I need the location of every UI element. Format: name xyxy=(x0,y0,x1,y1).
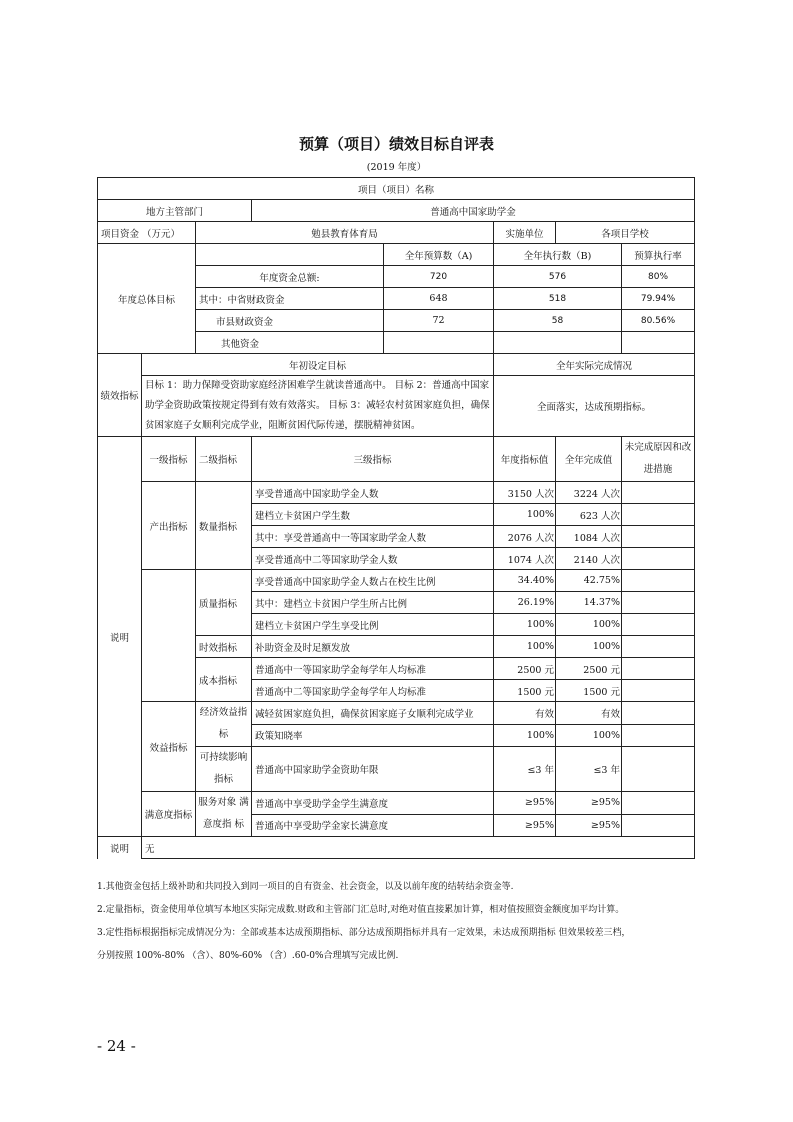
header-level2: 二级指标 xyxy=(196,437,252,482)
actual-header: 全年实际完成情况 xyxy=(494,354,695,376)
budget-a xyxy=(384,332,494,354)
header-actual: 全年完成值 xyxy=(556,437,622,482)
indicator-target: 100% xyxy=(494,504,556,526)
indicator-reason xyxy=(622,548,695,570)
table-row xyxy=(98,178,695,200)
budget-header: 全年执行数（B) xyxy=(494,244,622,266)
indicator-target: ≥95% xyxy=(494,814,556,837)
indicator-actual: 42.75% xyxy=(556,570,622,592)
level2-cell: 成本指标 xyxy=(196,658,252,702)
indicator-row xyxy=(98,570,695,592)
indicator-target: 100% xyxy=(494,614,556,636)
budget-label: 其他资金 xyxy=(196,332,384,354)
indicator-target: 100% xyxy=(494,636,556,658)
indicator-actual: ≤3 年 xyxy=(556,747,622,792)
budget-label: 其中：中省财政资金 xyxy=(196,288,384,310)
evaluation-table xyxy=(97,177,695,859)
footnote: 分别按照 100%-80% （含）、80%-60% （含）.60-0%合理填写完成比例. xyxy=(97,951,399,961)
level1-cell xyxy=(142,570,196,702)
remark-label: 说明 xyxy=(98,837,142,859)
indicator-header-row xyxy=(98,437,695,482)
page-number: - 24 - xyxy=(97,1037,136,1055)
table-row xyxy=(98,244,695,266)
budget-b: 518 xyxy=(494,288,622,310)
indicator-actual: 1084 人次 xyxy=(556,526,622,548)
budget-rate: 80% xyxy=(622,266,695,288)
indicator-name: 享受普通高中国家助学金人数占在校生比例 xyxy=(252,570,494,592)
indicator-target: ≤3 年 xyxy=(494,747,556,792)
annual-goal-label: 年度总体目标 xyxy=(98,244,196,354)
page-subtitle: (2019 年度） xyxy=(366,162,427,173)
budget-b xyxy=(494,332,622,354)
indicator-reason xyxy=(622,792,695,815)
indicator-actual: 100% xyxy=(556,614,622,636)
header-level3: 三级指标 xyxy=(252,437,494,482)
indicator-reason xyxy=(622,526,695,548)
indicator-reason xyxy=(622,570,695,592)
indicator-target: 2500 元 xyxy=(494,658,556,680)
header-level1: 一级指标 xyxy=(142,437,196,482)
budget-label: 市县财政资金 xyxy=(196,310,384,332)
page-title: 预算（项目）绩效目标自评表 xyxy=(298,135,494,153)
budget-rate: 80.56% xyxy=(622,310,695,332)
indicator-target: 2076 人次 xyxy=(494,526,556,548)
level2-cell: 服务对象 满意度指 标 xyxy=(196,792,252,837)
level1-cell: 满意度指标 xyxy=(142,792,196,837)
footnote: 2.定量指标，资金使用单位填写本地区实际完成数.财政和主管部门汇总时,对绝对值直接累加计算，相对值按照资金额度加平均计算。 xyxy=(97,905,625,915)
indicator-row xyxy=(98,792,695,815)
indicator-actual: 有效 xyxy=(556,702,622,725)
indicator-name: 普通高中一等国家助学金每学年人均标准 xyxy=(252,658,494,680)
indicator-actual: 3224 人次 xyxy=(556,482,622,504)
budget-rate: 79.94% xyxy=(622,288,695,310)
budget-rate xyxy=(622,332,695,354)
level1-cell: 产出指标 xyxy=(142,482,196,570)
empty-cell xyxy=(196,244,384,266)
table-row xyxy=(98,200,695,222)
header-target: 年度指标值 xyxy=(494,437,556,482)
budget-header: 全年预算数（A) xyxy=(384,244,494,266)
budget-a: 72 xyxy=(384,310,494,332)
level2-cell: 质量指标 xyxy=(196,570,252,636)
budget-a: 648 xyxy=(384,288,494,310)
dept-name: 勉县教育体育局 xyxy=(196,222,494,244)
indicator-actual: ≥95% xyxy=(556,792,622,815)
indicator-target: 26.19% xyxy=(494,592,556,614)
indicator-name: 享受普通高中二等国家助学金人数 xyxy=(252,548,494,570)
perf-label: 绩效指标 xyxy=(98,354,142,437)
indicator-target: ≥95% xyxy=(494,792,556,815)
table-row xyxy=(98,222,695,244)
budget-a: 720 xyxy=(384,266,494,288)
goal-header: 年初设定目标 xyxy=(142,354,494,376)
level2-cell: 时效指标 xyxy=(196,636,252,658)
indicator-reason xyxy=(622,658,695,680)
budget-label: 年度资金总额: xyxy=(196,266,384,288)
footnote: 1.其他资金包括上级补助和共同投入到同一项目的自有资金、社会资金，以及以前年度的结转结余资金等. xyxy=(97,882,514,892)
budget-header: 预算执行率 xyxy=(622,244,695,266)
level2-cell: 可持续影响指标 xyxy=(196,747,252,792)
indicator-reason xyxy=(622,747,695,792)
indicator-target: 100% xyxy=(494,724,556,747)
indicator-target: 1500 元 xyxy=(494,680,556,702)
indicator-name: 其中：建档立卡贫困户学生所占比例 xyxy=(252,592,494,614)
indicator-actual: 100% xyxy=(556,636,622,658)
indicator-name: 普通高中享受助学金家长满意度 xyxy=(252,814,494,837)
goal-text: 目标 1：助力保障受资助家庭经济困难学生就读普通高中。 目标 2：普通高中国家助学金资助政策按规定得到有效有效落实。 目标 3：减轻农村贫困家庭负担，确保贫困家庭子女顺利完成学业，阻断贫困代际传递，摆脱精神贫困。 xyxy=(142,376,494,437)
table-row xyxy=(98,376,695,437)
explain-label: 说明 xyxy=(98,437,142,837)
indicator-target: 有效 xyxy=(494,702,556,725)
indicator-reason xyxy=(622,504,695,526)
indicator-actual: ≥95% xyxy=(556,814,622,837)
indicator-name: 享受普通高中国家助学金人数 xyxy=(252,482,494,504)
footnote: 3.定性指标根据指标完成情况分为：全部或基本达成预期指标、部分达成预期指标并具有一定效果，未达成预期指标 但效果较差三档， xyxy=(97,928,631,938)
project-name: 普通高中国家助学金 xyxy=(252,200,695,222)
remark-row xyxy=(98,837,695,859)
budget-b: 58 xyxy=(494,310,622,332)
budget-b: 576 xyxy=(494,266,622,288)
indicator-name: 普通高中享受助学金学生满意度 xyxy=(252,792,494,815)
indicator-name: 其中：享受普通高中一等国家助学金人数 xyxy=(252,526,494,548)
indicator-name: 建档立卡贫困户学生数 xyxy=(252,504,494,526)
indicator-target: 3150 人次 xyxy=(494,482,556,504)
level1-cell: 效益指标 xyxy=(142,702,196,792)
indicator-row xyxy=(98,482,695,504)
indicator-reason xyxy=(622,636,695,658)
indicator-actual: 100% xyxy=(556,724,622,747)
indicator-name: 建档立卡贫困户学生享受比例 xyxy=(252,614,494,636)
indicator-actual: 2500 元 xyxy=(556,658,622,680)
indicator-actual: 623 人次 xyxy=(556,504,622,526)
indicator-reason xyxy=(622,592,695,614)
indicator-name: 普通高中国家助学金资助年限 xyxy=(252,747,494,792)
indicator-name: 普通高中二等国家助学金每学年人均标准 xyxy=(252,680,494,702)
indicator-name: 减轻贫困家庭负担，确保贫困家庭子女顺利完成学业 xyxy=(252,702,494,725)
indicator-target: 34.40% xyxy=(494,570,556,592)
indicator-name: 政策知晓率 xyxy=(252,724,494,747)
indicator-reason xyxy=(622,724,695,747)
indicator-reason xyxy=(622,814,695,837)
footnotes xyxy=(97,876,707,968)
table-row xyxy=(98,354,695,376)
indicator-actual: 14.37% xyxy=(556,592,622,614)
indicator-row xyxy=(98,702,695,725)
fund-label: 项目资金 （万元） xyxy=(98,222,196,244)
level2-cell: 数量指标 xyxy=(196,482,252,570)
impl-value: 各项目学校 xyxy=(556,222,695,244)
indicator-actual: 2140 人次 xyxy=(556,548,622,570)
indicator-name: 补助资金及时足额发放 xyxy=(252,636,494,658)
indicator-actual: 1500 元 xyxy=(556,680,622,702)
impl-label: 实施单位 xyxy=(494,222,556,244)
remark-value: 无 xyxy=(142,837,695,859)
indicator-target: 1074 人次 xyxy=(494,548,556,570)
indicator-reason xyxy=(622,482,695,504)
indicator-reason xyxy=(622,614,695,636)
header-reason: 未完成原因和改进措施 xyxy=(622,437,695,482)
dept-label: 地方主管部门 xyxy=(98,200,252,222)
actual-text: 全面落实，达成预期指标。 xyxy=(494,376,695,437)
indicator-reason xyxy=(622,680,695,702)
level2-cell: 经济效益指标 xyxy=(196,702,252,747)
indicator-reason xyxy=(622,702,695,725)
project-name-label: 项目（项目）名称 xyxy=(98,178,695,200)
